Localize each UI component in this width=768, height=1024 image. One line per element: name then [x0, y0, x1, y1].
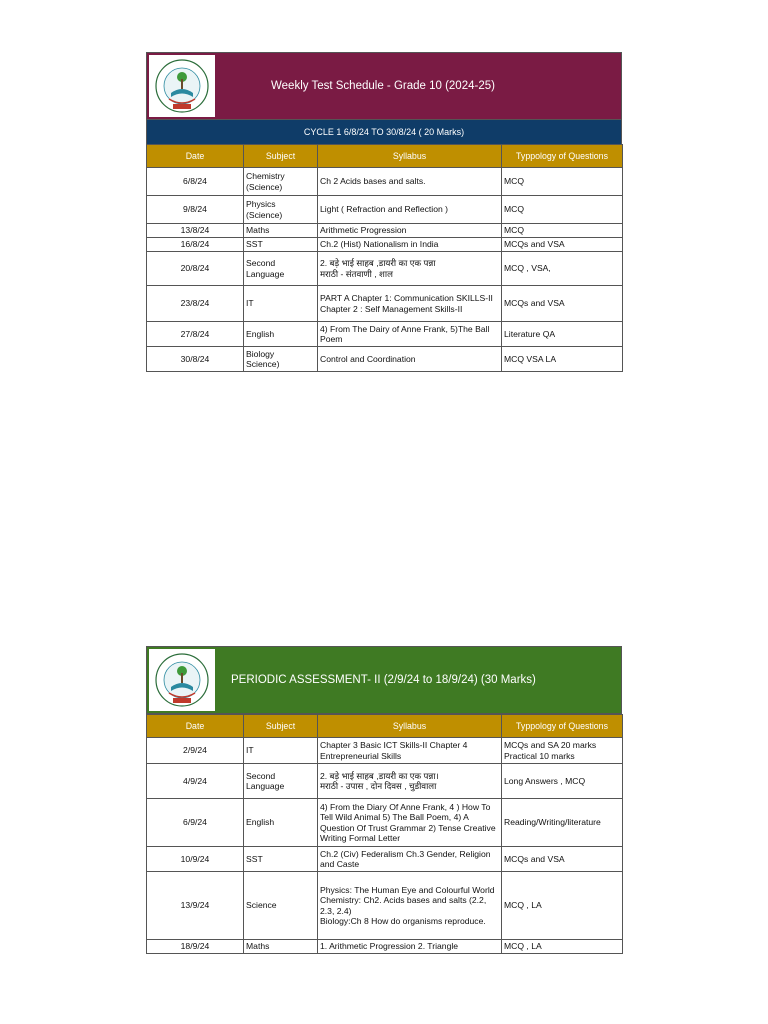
question-type-cell: MCQs and VSA — [502, 238, 623, 252]
syllabus-cell: 1. Arithmetic Progression 2. Triangle — [318, 940, 502, 954]
syllabus-cell: 4) From The Dairy of Anne Frank, 5)The Ball Poem — [318, 322, 502, 347]
periodic-title: PERIODIC ASSESSMENT- II (2/9/24 to 18/9/24) (30 Marks) — [231, 674, 536, 686]
table-header-row — [147, 715, 623, 738]
date-cell: 4/9/24 — [147, 764, 244, 799]
date-cell: 18/9/24 — [147, 940, 244, 954]
syllabus-cell: Arithmetic Progression — [318, 224, 502, 238]
question-type-cell: MCQs and VSA — [502, 847, 623, 872]
subject-cell: English — [244, 322, 318, 347]
table-row — [147, 252, 623, 286]
header-syllabus: Syllabus — [318, 145, 502, 168]
table-row — [147, 196, 623, 224]
subject-cell: Maths — [244, 940, 318, 954]
subject-cell: IT — [244, 738, 318, 764]
table-row — [147, 799, 623, 847]
date-cell: 20/8/24 — [147, 252, 244, 286]
question-type-cell: MCQ — [502, 168, 623, 196]
subject-cell: Second Language — [244, 252, 318, 286]
table-row — [147, 940, 623, 954]
syllabus-cell: PART A Chapter 1: Communication SKILLS-II Chapter 2 : Self Management Skills-II — [318, 286, 502, 322]
table-row — [147, 764, 623, 799]
syllabus-cell: Physics: The Human Eye and Colourful World Chemistry: Ch2. Acids bases and salts (2.2, 2.3, 2.4) Biology:Ch 8 How do organisms reproduce. — [318, 872, 502, 940]
question-type-cell: Literature QA — [502, 322, 623, 347]
syllabus-cell: Ch 2 Acids bases and salts. — [318, 168, 502, 196]
table-row — [147, 872, 623, 940]
syllabus-cell: Light ( Refraction and Reflection ) — [318, 196, 502, 224]
table-row — [147, 224, 623, 238]
school-logo — [149, 55, 215, 117]
header-question-type: Typpology of Questions — [502, 715, 623, 738]
date-cell: 2/9/24 — [147, 738, 244, 764]
table-header-row — [147, 145, 623, 168]
date-cell: 27/8/24 — [147, 322, 244, 347]
subject-cell: Second Language — [244, 764, 318, 799]
date-cell: 6/9/24 — [147, 799, 244, 847]
question-type-cell: MCQs and SA 20 marks Practical 10 marks — [502, 738, 623, 764]
syllabus-cell: 2. बड़े भाई साहब ,डायरी का एक पन्ना मराठी - संतवाणी , शाल — [318, 252, 502, 286]
header-date: Date — [147, 715, 244, 738]
question-type-cell: Long Answers , MCQ — [502, 764, 623, 799]
question-type-cell: Reading/Writing/literature — [502, 799, 623, 847]
syllabus-cell: Ch.2 (Civ) Federalism Ch.3 Gender, Religion and Caste — [318, 847, 502, 872]
subject-cell: Biology Science) — [244, 347, 318, 372]
subject-cell: IT — [244, 286, 318, 322]
date-cell: 13/8/24 — [147, 224, 244, 238]
syllabus-cell: Ch.2 (Hist) Nationalism in India — [318, 238, 502, 252]
question-type-cell: MCQ — [502, 196, 623, 224]
school-crest-icon — [151, 651, 213, 709]
question-type-cell: MCQ VSA LA — [502, 347, 623, 372]
table-row — [147, 847, 623, 872]
weekly-schedule-section — [146, 52, 622, 372]
school-logo — [149, 649, 215, 711]
table-row — [147, 738, 623, 764]
school-crest-icon — [151, 57, 213, 115]
header-subject: Subject — [244, 145, 318, 168]
periodic-table — [146, 714, 623, 954]
header-subject: Subject — [244, 715, 318, 738]
table-row — [147, 322, 623, 347]
table-row — [147, 238, 623, 252]
table-row — [147, 347, 623, 372]
date-cell: 13/9/24 — [147, 872, 244, 940]
subject-cell: Maths — [244, 224, 318, 238]
table-row — [147, 168, 623, 196]
weekly-table — [146, 144, 623, 372]
subject-cell: Physics (Science) — [244, 196, 318, 224]
subject-cell: Chemistry (Science) — [244, 168, 318, 196]
periodic-assessment-section — [146, 646, 622, 954]
date-cell: 30/8/24 — [147, 347, 244, 372]
date-cell: 6/8/24 — [147, 168, 244, 196]
subject-cell: SST — [244, 847, 318, 872]
subject-cell: English — [244, 799, 318, 847]
weekly-banner — [146, 52, 622, 120]
header-syllabus: Syllabus — [318, 715, 502, 738]
date-cell: 9/8/24 — [147, 196, 244, 224]
table-row — [147, 286, 623, 322]
syllabus-cell: 4) From the Diary Of Anne Frank, 4 ) How To Tell Wild Animal 5) The Ball Poem, 4) A Question Of Trust Grammar 2) Tense Creative Writing Formal Letter — [318, 799, 502, 847]
date-cell: 16/8/24 — [147, 238, 244, 252]
date-cell: 10/9/24 — [147, 847, 244, 872]
question-type-cell: MCQs and VSA — [502, 286, 623, 322]
weekly-title: Weekly Test Schedule - Grade 10 (2024-25) — [271, 80, 495, 92]
syllabus-cell: Control and Coordination — [318, 347, 502, 372]
question-type-cell: MCQ , LA — [502, 940, 623, 954]
syllabus-cell: Chapter 3 Basic ICT Skills-II Chapter 4 Entrepreneurial Skills — [318, 738, 502, 764]
header-date: Date — [147, 145, 244, 168]
question-type-cell: MCQ , VSA, — [502, 252, 623, 286]
subject-cell: Science — [244, 872, 318, 940]
question-type-cell: MCQ — [502, 224, 623, 238]
date-cell: 23/8/24 — [147, 286, 244, 322]
cycle-label: CYCLE 1 6/8/24 TO 30/8/24 ( 20 Marks) — [146, 120, 622, 144]
periodic-banner — [146, 646, 622, 714]
subject-cell: SST — [244, 238, 318, 252]
question-type-cell: MCQ , LA — [502, 872, 623, 940]
header-question-type: Typpology of Questions — [502, 145, 623, 168]
syllabus-cell: 2. बड़े भाई साहब ,डायरी का एक पन्ना। मराठी - उपास , दोन दिवस , चुडीवाला — [318, 764, 502, 799]
